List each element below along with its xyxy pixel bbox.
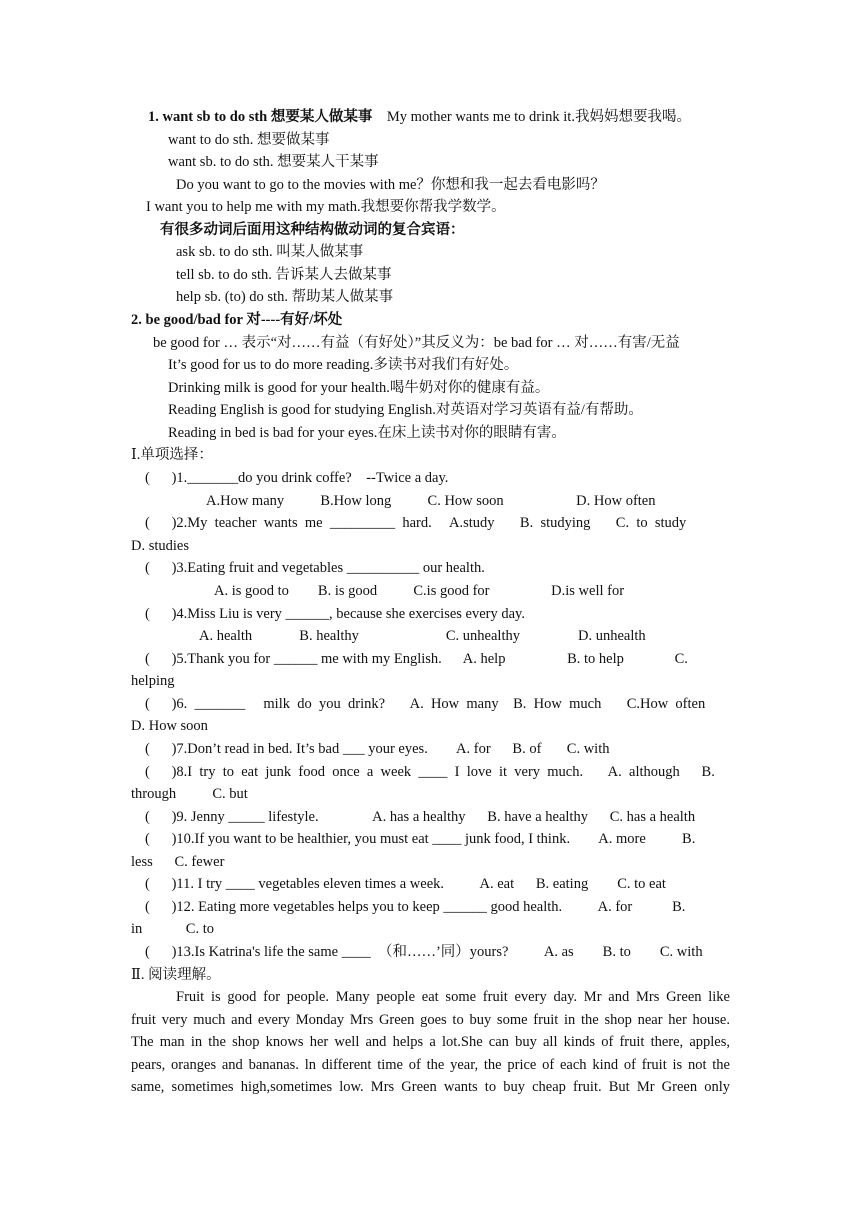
question-2-wrap: D. studies bbox=[131, 538, 189, 554]
question-3: ( )3.Eating fruit and vegetables __________ our health. bbox=[145, 560, 485, 576]
section2-line: It’s good for us to do more reading.多读书对我们有好处。 bbox=[168, 357, 519, 373]
section2-heading: 2. be good/bad for 对----有好/坏处 bbox=[131, 312, 343, 328]
question-5: ( )5.Thank you for ______ me with my English. A. help B. to help C. bbox=[145, 651, 688, 667]
passage-line: Fruit is good for people. Many people eat some fruit every day. Mr and Mrs Green like bbox=[176, 989, 730, 1005]
section1-line: want to do sth. 想要做某事 bbox=[168, 132, 330, 148]
section1-heading-line bbox=[148, 107, 747, 127]
section2-line: Reading in bed is bad for your eyes.在床上读书对你的眼睛有害。 bbox=[168, 425, 566, 441]
question-10: ( )10.If you want to be healthier, you must eat ____ junk food, I think. A. more B. bbox=[145, 831, 696, 847]
question-9: ( )9. Jenny _____ lifestyle. A. has a healthy B. have a healthy C. has a health bbox=[145, 809, 696, 825]
question-4: ( )4.Miss Liu is very ______, because she exercises every day. bbox=[145, 606, 525, 622]
question-6-wrap: D. How soon bbox=[131, 718, 208, 734]
section2-line: Reading English is good for studying English.对英语对学习英语有益/有帮助。 bbox=[168, 402, 643, 418]
section1-subheading: 有很多动词后面用这种结构做动词的复合宾语： bbox=[160, 222, 465, 238]
question-8-wrap: through C. but bbox=[131, 786, 248, 802]
passage-line: same, sometimes high,sometimes low. Mrs Green wants to buy cheap fruit. But Mr Green only bbox=[131, 1079, 730, 1095]
question-6: ( )6. _______ milk do you drink? A. How many B. How much C.How often bbox=[145, 696, 706, 712]
question-10-wrap: less C. fewer bbox=[131, 854, 225, 870]
question-12: ( )12. Eating more vegetables helps you to keep ______ good health. A. for B. bbox=[145, 899, 686, 915]
section2-line: Drinking milk is good for your health.喝牛奶对你的健康有益。 bbox=[168, 380, 550, 396]
section1-heading: 1. want sb to do sth 想要某人做某事 bbox=[148, 109, 373, 125]
part2-title: Ⅱ. 阅读理解。 bbox=[131, 967, 221, 983]
question-13: ( )13.Is Katrina's life the same ____ （和……’同）yours? A. as B. to C. with bbox=[145, 944, 703, 960]
question-7: ( )7.Don’t read in bed. It’s bad ___ your eyes. A. for B. of C. with bbox=[145, 741, 610, 757]
question-5-wrap: helping bbox=[131, 673, 175, 689]
section1-line: Do you want to go to the movies with me？你想和我一起去看电影吗？ bbox=[176, 177, 605, 193]
section1-line: I want you to help me with my math.我想要你帮我学数学。 bbox=[146, 199, 506, 215]
passage-line: pears, oranges and bananas. ln different time of the year, the price of each kind of fruit is not the bbox=[131, 1057, 730, 1073]
section2-line: be good for … 表示“对……有益（有好处）”其反义为：be bad for … 对……有害/无益 bbox=[153, 335, 680, 351]
passage-line: The man in the shop knows her well and helps a lot.She can buy all kinds of fruit there, apples, bbox=[131, 1034, 730, 1050]
section1-line: ask sb. to do sth. 叫某人做某事 bbox=[176, 244, 364, 260]
question-12-wrap: in C. to bbox=[131, 921, 214, 937]
question-11: ( )11. I try ____ vegetables eleven times a week. A. eat B. eating C. to eat bbox=[145, 876, 666, 892]
section1-line: help sb. (to) do sth. 帮助某人做某事 bbox=[176, 289, 394, 305]
question-2: ( )2.My teacher wants me _________ hard. A.study B. studying C. to study bbox=[145, 515, 687, 531]
question-3-options: A. is good to B. is good C.is good for D.is well for bbox=[214, 583, 625, 599]
section1-heading-example: My mother wants me to drink it.我妈妈想要我喝。 bbox=[386, 109, 691, 125]
question-1-options: A.How many B.How long C. How soon D. How often bbox=[206, 493, 656, 509]
part1-title: Ⅰ.单项选择： bbox=[131, 447, 213, 463]
passage-line: fruit very much and every Monday Mrs Green goes to buy some fruit in the shop near her house. bbox=[131, 1012, 730, 1028]
question-8: ( )8.I try to eat junk food once a week ____ I love it very much. A. although B. bbox=[145, 764, 715, 780]
section1-line: want sb. to do sth. 想要某人干某事 bbox=[168, 154, 379, 170]
question-4-options: A. health B. healthy C. unhealthy D. unhealth bbox=[199, 628, 646, 644]
question-1: ( )1._______do you drink coffe? --Twice a day. bbox=[145, 470, 449, 486]
section1-line: tell sb. to do sth. 告诉某人去做某事 bbox=[176, 267, 392, 283]
